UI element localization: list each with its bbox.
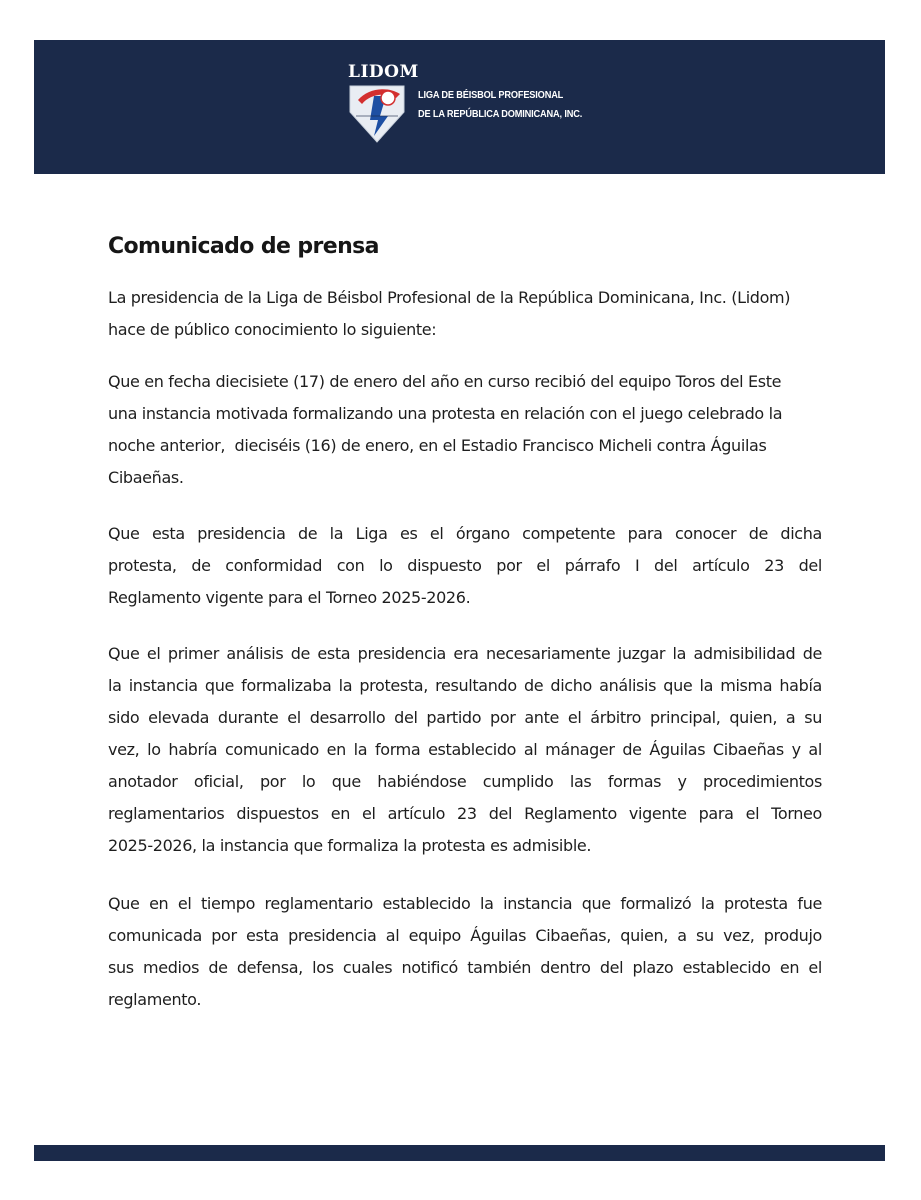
intro-paragraph — [108, 282, 822, 346]
organization-name-line-1: LIGA DE BÉISBOL PROFESIONAL — [418, 89, 564, 101]
paragraph-line: sido elevada durante el desarrollo del partido por ante el árbitro principal, quien, a su — [108, 708, 822, 727]
logo-wordmark: LIDOM — [348, 62, 419, 82]
intro-line: hace de público conocimiento lo siguiente: — [108, 320, 437, 339]
paragraph-line: anotador oficial, por lo que habiéndose cumplido las formas y procedimientos — [108, 772, 822, 791]
paragraph-line: 2025-2026, la instancia que formaliza la protesta es admisible. — [108, 836, 592, 855]
intro-line: La presidencia de la Liga de Béisbol Profesional de la República Dominicana, Inc. (Lidom) — [108, 288, 791, 307]
paragraph-line: sus medios de defensa, los cuales notificó también dentro del plazo establecido en el — [108, 958, 822, 977]
baseball-home-plate-emblem-icon — [344, 82, 410, 146]
paragraph-line: vez, lo habría comunicado en la forma establecido al mánager de Águilas Cibaeñas y al — [108, 740, 822, 759]
paragraph-line: reglamento. — [108, 990, 202, 1009]
footer-band — [34, 1145, 885, 1161]
paragraph-line: protesta, de conformidad con lo dispuesto por el párrafo I del artículo 23 del — [108, 556, 822, 575]
paragraph-line: una instancia motivada formalizando una protesta en relación con el juego celebrado la — [108, 404, 783, 423]
paragraph-line: Que en fecha diecisiete (17) de enero del año en curso recibió del equipo Toros del Este — [108, 372, 782, 391]
paragraph-line: reglamentarios dispuestos en el artículo 23 del Reglamento vigente para el Torneo — [108, 804, 822, 823]
paragraph-line: Que esta presidencia de la Liga es el órgano competente para conocer de dicha — [108, 524, 822, 543]
lidom-logo — [344, 62, 604, 152]
paragraph-line: Que en el tiempo reglamentario establecido la instancia que formalizó la protesta fue — [108, 894, 822, 913]
organization-name — [418, 86, 582, 124]
paragraph-line: noche anterior, dieciséis (16) de enero, en el Estadio Francisco Micheli contra Águilas — [108, 436, 767, 455]
paragraph-line: Reglamento vigente para el Torneo 2025-2026. — [108, 588, 471, 607]
organization-name-line-2: DE LA REPÚBLICA DOMINICANA, INC. — [418, 108, 583, 120]
paragraph-line: Cibaeñas. — [108, 468, 184, 487]
paragraph-line: la instancia que formalizaba la protesta, resultando de dicho análisis que la misma había — [108, 676, 822, 695]
document-title: Comunicado de prensa — [108, 234, 379, 259]
header-band — [34, 40, 885, 174]
paragraph-line: Que el primer análisis de esta presidencia era necesariamente juzgar la admisibilidad de — [108, 644, 822, 663]
paragraph-4 — [108, 888, 822, 1016]
paragraph-3 — [108, 638, 822, 862]
paragraph-2 — [108, 518, 822, 614]
paragraph-line: comunicada por esta presidencia al equipo Águilas Cibaeñas, quien, a su vez, produjo — [108, 926, 822, 945]
paragraph-1 — [108, 366, 822, 494]
